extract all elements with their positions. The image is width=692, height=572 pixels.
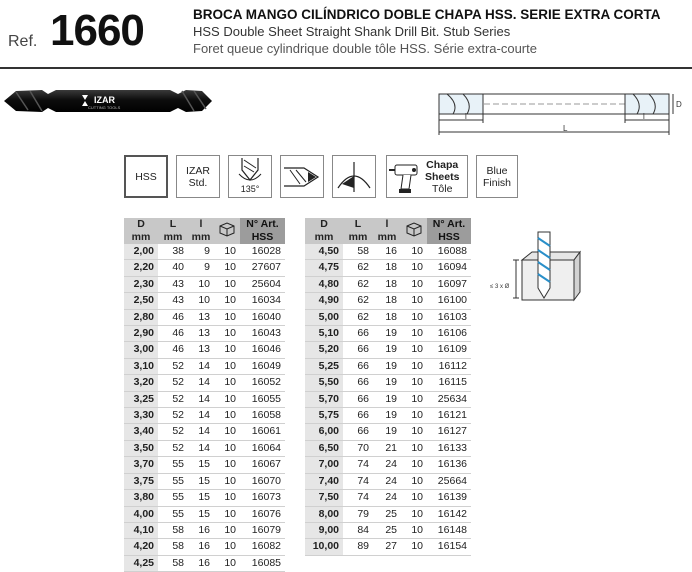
cell-diameter: 5,00: [305, 309, 343, 325]
cell-total-length: 62: [357, 277, 369, 290]
cell-pack-qty: 10: [411, 310, 423, 323]
cell-diameter: 8,00: [305, 506, 343, 522]
col-pack-header: [401, 218, 427, 244]
cell-flute-length: 15: [198, 491, 210, 504]
table-row: [305, 473, 471, 489]
cell-pack-qty: 10: [411, 458, 423, 471]
brand-logo-text: IZAR: [94, 95, 115, 105]
cell-total-length: 58: [172, 523, 184, 536]
cell-diameter: 3,25: [124, 391, 158, 407]
cell-pack-qty: 10: [411, 392, 423, 405]
cell-flute-length: 16: [385, 245, 397, 257]
spec-table-left: [124, 218, 285, 572]
cell-diameter: 2,20: [124, 260, 158, 276]
cell-pack-qty: 10: [224, 425, 236, 438]
feature-sheets: [386, 155, 468, 198]
table-row: [305, 375, 471, 391]
col-L-unit: mm: [158, 231, 188, 244]
cell-pack-qty: 10: [224, 310, 236, 323]
cell-diameter: 3,30: [124, 408, 158, 424]
cell-flute-length: 14: [198, 392, 210, 405]
table-row: [124, 293, 285, 309]
cell-pack-qty: 10: [224, 441, 236, 454]
cell-total-length: 74: [357, 458, 369, 471]
cell-flute-length: 15: [198, 474, 210, 487]
feature-izar-std: [176, 155, 220, 198]
cell-total-length: 70: [357, 441, 369, 454]
table-row: [305, 260, 471, 276]
cell-total-length: 55: [172, 491, 184, 504]
cell-article-number: 16148: [437, 523, 467, 536]
cell-article-number: 16058: [251, 409, 281, 422]
cell-flute-length: 25: [385, 507, 397, 520]
drill-point-icon: [230, 156, 270, 184]
table-row: [124, 555, 285, 571]
cell-total-length: 46: [172, 327, 184, 340]
cell-total-length: 52: [172, 409, 184, 422]
cell-article-number: 16076: [251, 507, 281, 520]
cell-total-length: 46: [172, 310, 184, 323]
schem-l-right: l: [643, 112, 645, 121]
cell-diameter: 4,80: [305, 276, 343, 292]
cell-pack-qty: 10: [224, 327, 236, 340]
cell-total-length: 55: [172, 474, 184, 487]
cell-total-length: 62: [357, 310, 369, 323]
cell-article-number: 16079: [251, 523, 281, 536]
title-french: Foret queue cylindrique double tôle HSS. Série extra-courte: [193, 41, 537, 56]
cell-article-number: 16106: [437, 327, 467, 340]
cell-diameter: 7,50: [305, 490, 343, 506]
cell-flute-length: 15: [198, 458, 210, 471]
cell-total-length: 79: [357, 507, 369, 520]
cell-article-number: 16088: [437, 245, 467, 257]
table-row: [305, 309, 471, 325]
cell-pack-qty: 10: [411, 409, 423, 422]
cell-pack-qty: 10: [411, 359, 423, 372]
table-row: [124, 309, 285, 325]
cell-pack-qty: 10: [411, 474, 423, 487]
feature-sheets-line1: Chapa: [426, 158, 459, 171]
cell-flute-length: 18: [385, 277, 397, 290]
header-divider: [0, 67, 692, 69]
cell-pack-qty: 10: [224, 392, 236, 405]
cell-diameter: 4,25: [124, 555, 158, 571]
cell-diameter: 3,40: [124, 424, 158, 440]
cutting-edge-icon: [334, 160, 374, 194]
cell-total-length: 43: [172, 277, 184, 290]
cell-flute-length: 16: [198, 540, 210, 553]
ref-number: 1660: [50, 6, 144, 55]
cell-article-number: 16040: [251, 310, 281, 323]
cell-article-number: 16052: [251, 376, 281, 389]
col-pack-header: [214, 218, 240, 244]
cell-total-length: 38: [172, 245, 184, 257]
brand-sub-text: CUTTING TOOLS: [88, 105, 121, 110]
table-row: [124, 424, 285, 440]
feature-izar-std-line1: IZAR: [186, 164, 210, 177]
cell-article-number: 16067: [251, 458, 281, 471]
feature-finish-line2: Finish: [482, 176, 511, 189]
cell-pack-qty: 10: [411, 441, 423, 454]
table-row: [305, 342, 471, 358]
cell-flute-length: 16: [198, 556, 210, 569]
table-row: [305, 276, 471, 292]
cell-pack-qty: 10: [411, 507, 423, 520]
split-point-icon: [282, 162, 322, 192]
cell-total-length: 89: [357, 540, 369, 553]
cell-pack-qty: 10: [411, 491, 423, 504]
table-row: [124, 244, 285, 260]
cell-diameter: 2,30: [124, 276, 158, 292]
table-row: [305, 244, 471, 260]
cell-flute-length: 19: [385, 359, 397, 372]
cell-total-length: 52: [172, 441, 184, 454]
cell-pack-qty: 10: [224, 359, 236, 372]
table-row: [124, 506, 285, 522]
cell-article-number: 16082: [251, 540, 281, 553]
cell-diameter: 5,10: [305, 326, 343, 342]
cell-total-length: 55: [172, 458, 184, 471]
cell-pack-qty: 10: [224, 409, 236, 422]
cell-flute-length: 9: [204, 245, 210, 257]
power-drill-icon: [387, 159, 425, 195]
cell-flute-length: 18: [385, 310, 397, 323]
cell-total-length: 55: [172, 507, 184, 520]
cell-diameter: 5,75: [305, 408, 343, 424]
cell-article-number: 16061: [251, 425, 281, 438]
cell-article-number: 16028: [251, 245, 281, 257]
cell-article-number: 25604: [251, 277, 281, 290]
table-row: [305, 408, 471, 424]
cell-article-number: 16034: [251, 294, 281, 307]
cell-flute-length: 19: [385, 327, 397, 340]
cell-total-length: 62: [357, 261, 369, 274]
col-art-subheader: HSS: [240, 231, 285, 244]
cell-article-number: 16121: [437, 409, 467, 422]
table-row: [305, 539, 471, 555]
cell-article-number: 25664: [437, 474, 467, 487]
cell-pack-qty: 10: [224, 523, 236, 536]
cell-total-length: 66: [357, 327, 369, 340]
cell-article-number: 16085: [251, 556, 281, 569]
cell-pack-qty: 10: [411, 294, 423, 307]
cell-pack-qty: 10: [411, 376, 423, 389]
feature-hss: [124, 155, 168, 198]
cell-flute-length: 24: [385, 491, 397, 504]
cell-total-length: 62: [357, 294, 369, 307]
cell-flute-length: 14: [198, 441, 210, 454]
schem-L: L: [563, 124, 568, 133]
cell-total-length: 66: [357, 392, 369, 405]
cell-flute-length: 15: [198, 507, 210, 520]
cell-article-number: 25634: [437, 392, 467, 405]
cell-article-number: 16043: [251, 327, 281, 340]
col-d-unit: mm: [305, 231, 343, 244]
cell-pack-qty: 10: [224, 540, 236, 553]
cell-pack-qty: 10: [224, 376, 236, 389]
cell-diameter: 2,80: [124, 309, 158, 325]
cell-diameter: 5,25: [305, 358, 343, 374]
cell-pack-qty: 10: [224, 474, 236, 487]
drilling-depth-diagram: [490, 232, 580, 310]
cell-pack-qty: 10: [411, 327, 423, 340]
cell-pack-qty: 10: [411, 523, 423, 536]
col-d-header: D: [305, 218, 343, 231]
feature-point-angle: [228, 155, 272, 198]
dimension-schematic: [435, 87, 687, 139]
cell-article-number: 16100: [437, 294, 467, 307]
cell-pack-qty: 10: [224, 261, 236, 274]
table-row: [305, 326, 471, 342]
col-l-unit: mm: [188, 231, 214, 244]
schem-D: D: [676, 100, 682, 109]
package-icon: [218, 221, 236, 237]
cell-diameter: 4,50: [305, 244, 343, 260]
feature-finish-line1: Blue: [486, 164, 508, 177]
col-art-header: N° Art.: [427, 218, 471, 231]
col-l-header: l: [188, 218, 214, 231]
cell-pack-qty: 10: [411, 277, 423, 290]
cell-flute-length: 19: [385, 343, 397, 356]
cell-diameter: 7,40: [305, 473, 343, 489]
cell-flute-length: 24: [385, 458, 397, 471]
cell-pack-qty: 10: [411, 261, 423, 274]
table-row: [124, 391, 285, 407]
depth-label: ≤ 3 x Ø: [490, 284, 510, 290]
cell-total-length: 52: [172, 425, 184, 438]
cell-pack-qty: 10: [411, 245, 423, 257]
cell-flute-length: 10: [198, 294, 210, 307]
table-row: [305, 358, 471, 374]
cell-diameter: 5,70: [305, 391, 343, 407]
cell-flute-length: 14: [198, 409, 210, 422]
feature-finish: [476, 155, 518, 198]
cell-pack-qty: 10: [224, 245, 236, 257]
cell-total-length: 52: [172, 376, 184, 389]
cell-pack-qty: 10: [224, 277, 236, 290]
cell-pack-qty: 10: [224, 556, 236, 569]
cell-article-number: 16097: [437, 277, 467, 290]
cell-diameter: 3,75: [124, 473, 158, 489]
cell-flute-length: 18: [385, 261, 397, 274]
cell-total-length: 58: [357, 245, 369, 257]
cell-diameter: 10,00: [305, 539, 343, 555]
feature-izar-std-line2: Std.: [188, 176, 208, 189]
cell-flute-length: 13: [198, 310, 210, 323]
cell-article-number: 16142: [437, 507, 467, 520]
cell-article-number: 16115: [438, 376, 467, 389]
cell-diameter: 2,90: [124, 326, 158, 342]
col-L-unit: mm: [343, 231, 373, 244]
cell-total-length: 74: [357, 491, 369, 504]
table-row: [124, 260, 285, 276]
cell-total-length: 52: [172, 392, 184, 405]
cell-diameter: 7,00: [305, 457, 343, 473]
col-art-header: N° Art.: [240, 218, 285, 231]
title-english: HSS Double Sheet Straight Shank Drill Bit. Stub Series: [193, 24, 511, 39]
cell-article-number: 16136: [437, 458, 467, 471]
cell-article-number: 16109: [437, 343, 467, 356]
cell-pack-qty: 10: [411, 425, 423, 438]
cell-article-number: 27607: [251, 261, 281, 274]
cell-pack-qty: 10: [224, 491, 236, 504]
cell-total-length: 74: [357, 474, 369, 487]
col-l-header: l: [373, 218, 401, 231]
table-row: [305, 457, 471, 473]
cell-article-number: 16154: [437, 540, 467, 553]
table-row: [124, 522, 285, 538]
cell-diameter: 3,00: [124, 342, 158, 358]
cell-article-number: 16055: [251, 392, 281, 405]
cell-article-number: 16046: [251, 343, 281, 356]
col-l-unit: mm: [373, 231, 401, 244]
cell-flute-length: 19: [385, 392, 397, 405]
cell-total-length: 84: [357, 523, 369, 536]
table-row: [305, 391, 471, 407]
cell-flute-length: 9: [204, 261, 210, 274]
cell-flute-length: 19: [385, 425, 397, 438]
cell-diameter: 5,50: [305, 375, 343, 391]
cell-total-length: 40: [172, 261, 184, 274]
table-row: [305, 424, 471, 440]
table-row: [124, 326, 285, 342]
cell-total-length: 66: [357, 409, 369, 422]
cell-diameter: 6,50: [305, 440, 343, 456]
table-row: [124, 358, 285, 374]
col-art-subheader: HSS: [427, 231, 471, 244]
cell-flute-length: 13: [198, 343, 210, 356]
feature-sheets-line2: Sheets: [425, 170, 460, 183]
cell-diameter: 4,75: [305, 260, 343, 276]
table-row: [124, 342, 285, 358]
cell-article-number: 16073: [251, 491, 281, 504]
cell-flute-length: 21: [385, 441, 397, 454]
col-L-header: L: [343, 218, 373, 231]
table-row: [124, 276, 285, 292]
cell-flute-length: 18: [385, 294, 397, 307]
feature-cut: [332, 155, 376, 198]
table-row: [305, 293, 471, 309]
title-spanish: BROCA MANGO CILÍNDRICO DOBLE CHAPA HSS. SERIE EXTRA CORTA: [193, 7, 661, 22]
table-row: [124, 457, 285, 473]
cell-flute-length: 16: [198, 523, 210, 536]
col-d-unit: mm: [124, 231, 158, 244]
feature-hss-label: HSS: [135, 170, 157, 183]
cell-pack-qty: 10: [224, 458, 236, 471]
cell-article-number: 16103: [437, 310, 467, 323]
table-row: [124, 375, 285, 391]
cell-flute-length: 25: [385, 523, 397, 536]
cell-pack-qty: 10: [411, 343, 423, 356]
cell-pack-qty: 10: [224, 343, 236, 356]
cell-diameter: 3,20: [124, 375, 158, 391]
table-row: [305, 506, 471, 522]
cell-article-number: 16127: [437, 425, 467, 438]
table-row: [124, 539, 285, 555]
cell-total-length: 58: [172, 556, 184, 569]
table-row: [305, 490, 471, 506]
cell-diameter: 3,70: [124, 457, 158, 473]
schem-l-left: l: [465, 112, 467, 121]
cell-total-length: 66: [357, 343, 369, 356]
cell-flute-length: 27: [385, 540, 397, 553]
cell-total-length: 52: [172, 359, 184, 372]
cell-flute-length: 14: [198, 359, 210, 372]
cell-flute-length: 14: [198, 376, 210, 389]
cell-diameter: 6,00: [305, 424, 343, 440]
cell-flute-length: 24: [385, 474, 397, 487]
cell-flute-length: 13: [198, 327, 210, 340]
table-row: [305, 440, 471, 456]
feature-sheets-line3: Tôle: [432, 182, 453, 195]
cell-diameter: 9,00: [305, 522, 343, 538]
table-row: [124, 440, 285, 456]
cell-article-number: 16094: [437, 261, 467, 274]
cell-diameter: 4,00: [124, 506, 158, 522]
cell-article-number: 16112: [438, 359, 467, 372]
cell-flute-length: 10: [198, 277, 210, 290]
spec-table-right: [305, 218, 471, 556]
cell-diameter: 5,20: [305, 342, 343, 358]
cell-total-length: 66: [357, 376, 369, 389]
cell-diameter: 4,90: [305, 293, 343, 309]
cell-flute-length: 19: [385, 409, 397, 422]
cell-diameter: 4,10: [124, 522, 158, 538]
cell-pack-qty: 10: [224, 294, 236, 307]
cell-flute-length: 14: [198, 425, 210, 438]
cell-article-number: 16070: [251, 474, 281, 487]
cell-article-number: 16049: [251, 359, 281, 372]
cell-pack-qty: 10: [411, 540, 423, 553]
table-row: [124, 490, 285, 506]
cell-diameter: 2,00: [124, 244, 158, 260]
cell-diameter: 2,50: [124, 293, 158, 309]
feature-angle-label: 135°: [240, 184, 260, 194]
table-row: [124, 473, 285, 489]
feature-tip: [280, 155, 324, 198]
cell-flute-length: 19: [385, 376, 397, 389]
cell-pack-qty: 10: [224, 507, 236, 520]
cell-total-length: 66: [357, 359, 369, 372]
drill-bit-image: [2, 82, 214, 120]
cell-total-length: 46: [172, 343, 184, 356]
package-icon: [405, 221, 423, 237]
cell-diameter: 3,50: [124, 440, 158, 456]
cell-diameter: 3,80: [124, 490, 158, 506]
cell-diameter: 3,10: [124, 358, 158, 374]
cell-total-length: 58: [172, 540, 184, 553]
col-d-header: D: [124, 218, 158, 231]
table-row: [305, 522, 471, 538]
cell-article-number: 16139: [437, 491, 467, 504]
table-row: [124, 408, 285, 424]
cell-article-number: 16133: [437, 441, 467, 454]
cell-diameter: 4,20: [124, 539, 158, 555]
cell-article-number: 16064: [251, 441, 281, 454]
ref-label: Ref.: [8, 33, 38, 50]
col-L-header: L: [158, 218, 188, 231]
cell-total-length: 43: [172, 294, 184, 307]
cell-total-length: 66: [357, 425, 369, 438]
